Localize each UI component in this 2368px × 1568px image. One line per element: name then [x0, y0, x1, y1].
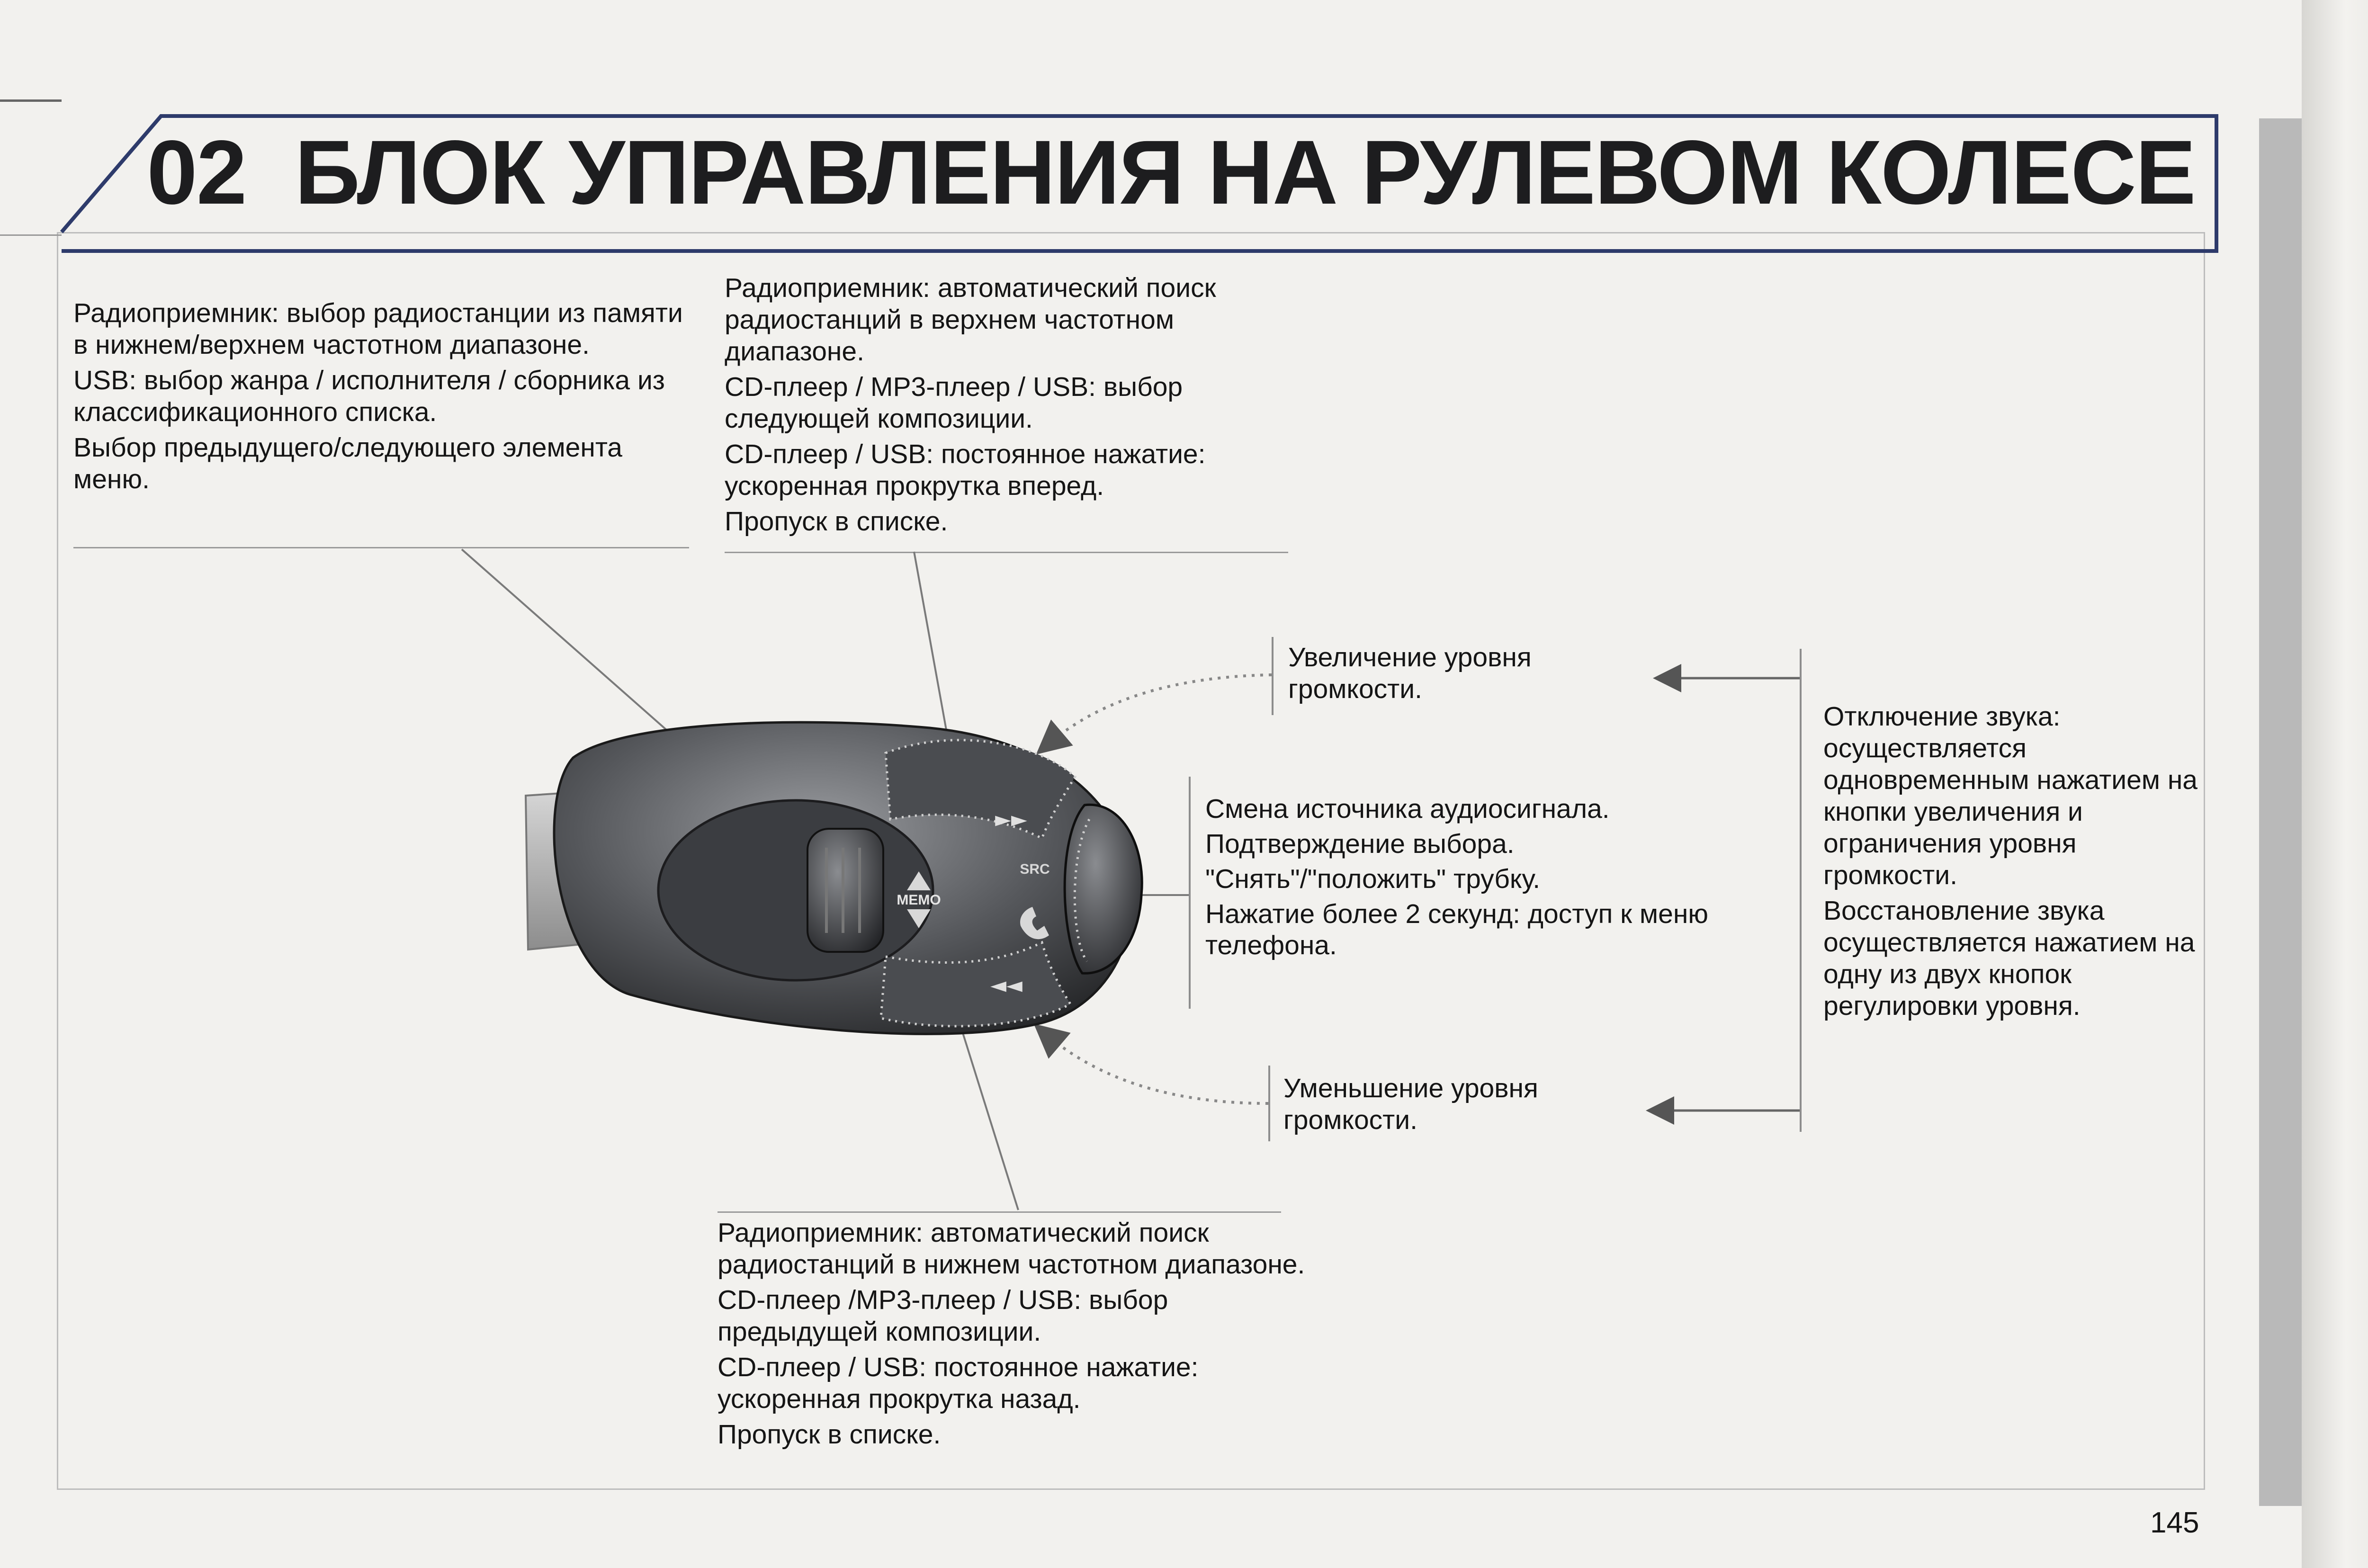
callout-text: Радиоприемник: выбор радиостанции из памяти в нижнем/верхнем частотном диапазоне.	[73, 298, 683, 360]
callout-text: CD-плеер / USB: постоянное нажатие: ускоренная прокрутка вперед.	[725, 439, 1206, 501]
seek-forward-icon: ►►	[995, 807, 1027, 832]
callout-text: Подтверждение выбора.	[1205, 829, 1515, 859]
callout-text: Радиоприемник: автоматический поиск радиостанций в нижнем частотном диапазоне.	[718, 1218, 1305, 1280]
volume-up-arrow	[1049, 675, 1272, 744]
callout-text: Пропуск в списке.	[718, 1419, 941, 1450]
callout-text: USB: выбор жанра / исполнителя / сборника из классификационного списка.	[73, 365, 665, 427]
callout-text: Уменьшение уровня громкости.	[1283, 1073, 1538, 1135]
control-bezel	[658, 800, 933, 980]
thumb-wheel[interactable]	[807, 829, 883, 952]
callout-text: CD-плеер / USB: постоянное нажатие: ускоренная прокрутка назад.	[718, 1352, 1199, 1414]
chapter-title: БЛОК УПРАВЛЕНИЯ НА РУЛЕВОМ КОЛЕСЕ	[295, 121, 2195, 223]
src-label: SRC	[1020, 861, 1050, 877]
src-knob[interactable]	[1065, 805, 1142, 973]
chapter-number: 02	[147, 121, 246, 223]
volume-down-arrow	[1047, 1035, 1268, 1103]
callout-text: Увеличение уровня громкости.	[1288, 642, 1532, 704]
callout-text: Восстановление звука осуществляется нажатием на одну из двух кнопок регулировки уровня.	[1823, 896, 2195, 1021]
seek-back-icon: ◄◄	[990, 973, 1023, 997]
callout-text: Смена источника аудиосигнала.	[1205, 794, 1610, 824]
callout-text: CD-плеер / MP3-плеер / USB: выбор следующей композиции.	[725, 372, 1183, 434]
callout-text: Выбор предыдущего/следующего элемента меню.	[73, 432, 622, 494]
page-number: 145	[2150, 1506, 2199, 1539]
callout-text: Отключение звука: осуществляется одновременным нажатием на кнопки увеличения и ограничения уровня громкости.	[1823, 701, 2198, 890]
callout-text: Нажатие более 2 секунд: доступ к меню телефона.	[1205, 899, 1709, 960]
callout-text: "Снять"/"положить" трубку.	[1205, 864, 1541, 894]
leader-line	[957, 1013, 1018, 1210]
callout-text: CD-плеер /MP3-плеер / USB: выбор предыдущей композиции.	[718, 1285, 1168, 1347]
memo-label: MEMO	[897, 892, 941, 908]
callout-text: Радиоприемник: автоматический поиск радиостанций в верхнем частотном диапазоне.	[725, 273, 1216, 367]
callout-text: Пропуск в списке.	[725, 506, 948, 537]
